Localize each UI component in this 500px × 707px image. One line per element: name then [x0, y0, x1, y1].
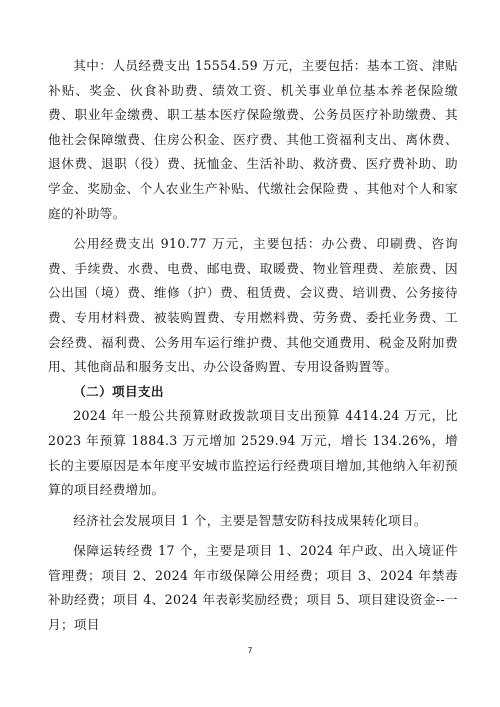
project-budget-paragraph: 2024 年一般公共预算财政拨款项目支出预算 4414.24 万元，比 2023 年预算 1884.3 万元增加 2529.94 万元，增长 134.26%，增长的主要原因是本年度平安城市监控运行经费项目增加,其他纳入年初预算的项目经费增加。	[48, 408, 458, 498]
economic-project-paragraph: 经济社会发展项目 1 个，主要是智慧安防科技成果转化项目。	[73, 512, 427, 528]
section-heading-project-expense: （二）项目支出	[73, 383, 164, 399]
personnel-expense-paragraph: 其中：人员经费支出 15554.59 万元，主要包括：基本工资、津贴补贴、奖金、伙食补助费、绩效工资、机关事业单位基本养老保险缴费、职业年金缴费、职工基本医疗保险缴费、公务员医疗补助缴费、其他社会保障缴费、住房公积金、医疗费、其他工资福利支出、离休费、退休费、退职（役）费、抚恤金、生活补助、救济费、医疗费补助、助学金、奖励金、个人农业生产补贴、代缴社会保险费 、其他对个人和家庭的补助等。	[48, 58, 458, 221]
operating-funds-paragraph: 保障运转经费 17 个，主要是项目 1、2024 年户政、出入境证件管理费；项目 2、2024 年市级保障公用经费；项目 3、2024 年禁毒补助经费；项目 4、2024 年表彰奖励经费；项目 5、项目建设资金--一月；项目	[48, 543, 458, 633]
page-number: 7	[247, 646, 253, 655]
document-body	[48, 54, 458, 638]
public-expense-paragraph: 公用经费支出 910.77 万元，主要包括：办公费、印刷费、咨询费、手续费、水费、电费、邮电费、取暖费、物业管理费、差旅费、因公出国（境）费、维修（护）费、租赁费、会议费、培训费、公务接待费、专用材料费、被装购置费、专用燃料费、劳务费、委托业务费、工会经费、福利费、公务用车运行维护费、其他交通费用、税金及附加费用、其他商品和服务支出、办公设备购置、专用设备购置等。	[48, 236, 458, 375]
